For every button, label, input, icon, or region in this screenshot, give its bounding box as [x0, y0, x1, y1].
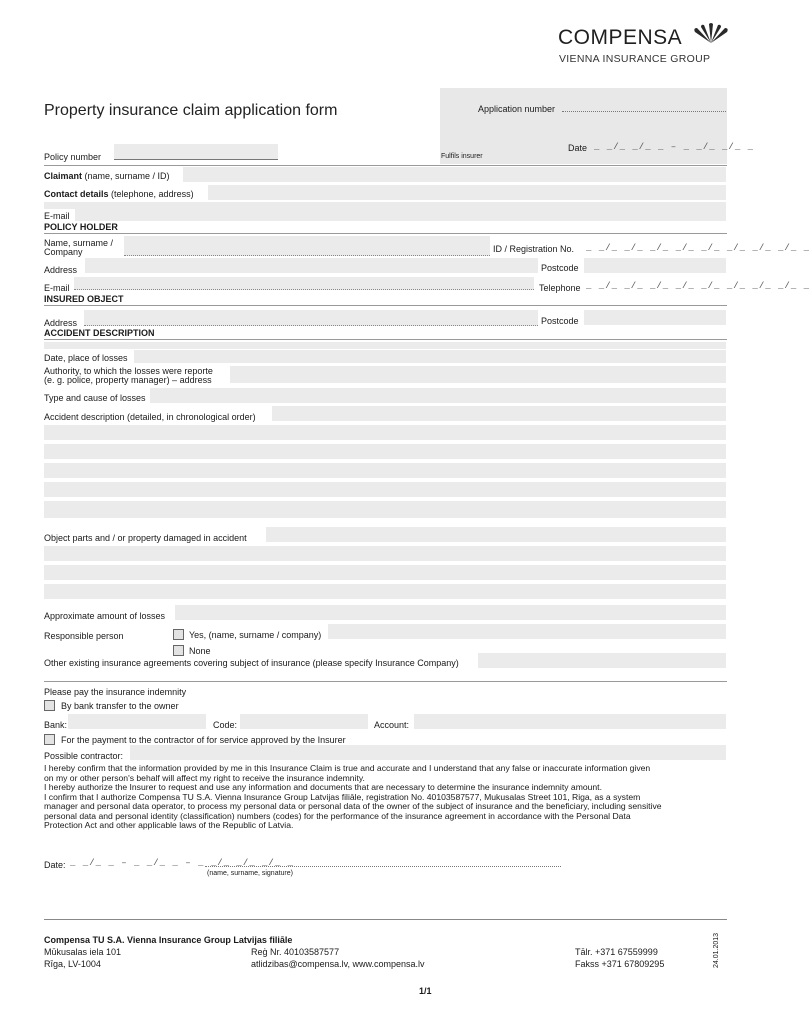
object-postcode-label: Postcode — [541, 316, 579, 326]
claimant-label-rest: (name, surname / ID) — [82, 171, 170, 181]
description-field-3[interactable] — [44, 444, 726, 459]
holder-name-field[interactable] — [124, 236, 490, 256]
signature-date-label: Date: — [44, 860, 66, 870]
separator — [44, 339, 727, 340]
description-field-6[interactable] — [44, 501, 726, 518]
damaged-field-2[interactable] — [44, 546, 726, 561]
responsible-name-field[interactable] — [328, 624, 726, 639]
claimant-label-bold: Claimant — [44, 171, 83, 181]
claimant-email-label: E-mail — [44, 211, 70, 221]
footer-street: Mūkusalas iela 101 — [44, 947, 122, 957]
footer-city: Rīga, LV-1004 — [44, 959, 101, 969]
declaration-line: I hereby confirm that the information provided by me in this Insurance Claim is true and accurate and I understand that any false or inaccurate information given — [44, 763, 651, 773]
other-agreements-label: Other existing insurance agreements covering subject of insurance (please specify Insurance Company) — [44, 658, 459, 668]
holder-address-label: Address — [44, 265, 78, 275]
code-field[interactable] — [240, 714, 368, 729]
amount-field[interactable] — [175, 605, 726, 620]
page-title: Property insurance claim application form — [44, 102, 338, 119]
authority-label-2: (e. g. police, property manager) – address — [44, 375, 212, 385]
policy-number-field[interactable] — [114, 144, 278, 160]
footer-separator — [44, 919, 727, 920]
holder-address-field[interactable] — [85, 258, 538, 273]
object-postcode-field[interactable] — [584, 310, 726, 325]
holder-postcode-label: Postcode — [541, 263, 579, 273]
holder-postcode-field[interactable] — [584, 258, 726, 273]
object-address-label: Address — [44, 318, 78, 328]
footer-phone: Tālr. +371 67559999 — [575, 947, 658, 957]
claimant-field[interactable] — [183, 167, 726, 182]
footer-reg: Reģ Nr. 40103587577 — [251, 947, 340, 957]
code-label: Code: — [213, 720, 238, 730]
brand-name: COMPENSA — [558, 26, 683, 49]
damaged-label: Object parts and / or property damaged in accident — [44, 533, 247, 543]
object-address-field[interactable] — [84, 310, 538, 326]
accident-heading: ACCIDENT DESCRIPTION — [44, 328, 155, 338]
bank-transfer-checkbox[interactable] — [44, 700, 55, 711]
declaration-text — [44, 764, 730, 831]
shell-logo-icon — [692, 23, 730, 45]
account-field[interactable] — [414, 714, 726, 729]
authority-label-1: Authority, to which the losses were reporte — [44, 366, 213, 376]
brand-subtitle: VIENNA INSURANCE GROUP — [559, 53, 711, 65]
footer-fax: Fakss +371 67809295 — [575, 959, 665, 969]
holder-id-field[interactable]: _ _/_ _/_ _/_ _/_ _/_ _/_ _/_ _/_ _ — [586, 243, 810, 253]
amount-label: Approximate amount of losses — [44, 611, 166, 621]
separator — [44, 305, 727, 306]
holder-name-label-2: Company — [44, 247, 83, 257]
holder-id-label: ID / Registration No. — [493, 244, 575, 254]
other-agreements-field[interactable] — [478, 653, 726, 668]
declaration-line: I confirm that I authorize Compensa TU S.A. Vienna Insurance Group Latvijas filiāle, registration No. 40103587577, Mukusalas Street 101, Riga, as a system — [44, 791, 641, 802]
declaration-line: on my or other person's behalf will affect my right to receive the insurance indemnity. — [44, 772, 365, 783]
application-number-label: Application number — [478, 104, 556, 114]
possible-contractor-field[interactable] — [130, 745, 726, 760]
declaration-line: personal data and personal identity (classification) numbers (codes) for the performance of the insurance agreement in accordance with the Personal Data — [44, 810, 631, 821]
contractor-checkbox[interactable] — [44, 734, 55, 745]
payment-intro: Please pay the insurance indemnity — [44, 687, 187, 697]
responsible-none-checkbox[interactable] — [173, 645, 184, 656]
signature-date-field[interactable]: _ _/_ _ – _ _/_ _ – _ _/_ _/_ _/_ _ — [70, 858, 295, 868]
contact-details-label-rest: (telephone, address) — [108, 189, 194, 199]
description-field-1[interactable] — [272, 406, 726, 421]
account-label: Account: — [374, 720, 410, 730]
page-number: 1/1 — [419, 986, 432, 996]
holder-telephone-field[interactable]: _ _/_ _/_ _/_ _/_ _/_ _/_ _/_ _/_ _ — [586, 281, 810, 291]
footer-company: Compensa TU S.A. Vienna Insurance Group Latvijas filiāle — [44, 935, 293, 945]
holder-name-label-1: Name, surname / — [44, 238, 114, 248]
description-field-2[interactable] — [44, 425, 726, 440]
claimant-label — [44, 171, 170, 181]
company-logo — [558, 22, 730, 68]
description-field-5[interactable] — [44, 482, 726, 497]
possible-contractor-label: Possible contractor: — [44, 751, 124, 761]
footer-contact: atlidzibas@compensa.lv, www.compensa.lv — [251, 959, 425, 969]
contact-details-label — [44, 189, 194, 199]
form-version: 24.01.2013 — [713, 932, 720, 968]
type-cause-label: Type and cause of losses — [44, 393, 146, 403]
damaged-field-4[interactable] — [44, 584, 726, 599]
description-label: Accident description (detailed, in chronological order) — [44, 412, 256, 422]
fulfils-insurer-label: Fulfils insurer — [441, 153, 483, 160]
bank-label: Bank: — [44, 720, 68, 730]
authority-field[interactable] — [230, 366, 726, 383]
declaration-line: manager and personal data operator, to process my personal data or personal data of the owner of the subject of insurance and the beneficiary, including sensitive — [44, 801, 662, 811]
insured-object-heading: INSURED OBJECT — [44, 294, 124, 304]
date-place-field[interactable] — [134, 350, 726, 363]
signature-field[interactable] — [205, 866, 561, 867]
separator — [44, 681, 727, 682]
holder-email-label: E-mail — [44, 283, 70, 293]
responsible-yes-label: Yes, (name, surname / company) — [189, 630, 322, 640]
date-place-label: Date, place of losses — [44, 353, 128, 363]
declaration-line: I hereby authorize the Insurer to request and use any information and documents that are necessary to determine the insurance indemnity amount. — [44, 782, 602, 792]
signature-caption: (name, surname, signature) — [207, 870, 293, 877]
description-field-4[interactable] — [44, 463, 726, 478]
damaged-field-1[interactable] — [266, 527, 726, 542]
declaration-line: Protection Act and other applicable laws of the Republic of Latvia. — [44, 820, 294, 830]
contact-details-label-bold: Contact details — [44, 189, 109, 199]
date-field[interactable]: _ _/_ _/_ _ – _ _/_ _/_ _ — [594, 142, 755, 152]
contractor-label: For the payment to the contractor of for service approved by the Insurer — [61, 735, 346, 745]
responsible-yes-checkbox[interactable] — [173, 629, 184, 640]
holder-email-field[interactable] — [74, 277, 534, 290]
claimant-email-field[interactable] — [75, 208, 726, 221]
policy-holder-heading: POLICY HOLDER — [44, 222, 118, 232]
responsible-none-label: None — [189, 646, 211, 656]
bank-field[interactable] — [68, 714, 206, 729]
date-label: Date — [568, 143, 588, 153]
separator — [44, 233, 727, 234]
bank-transfer-label: By bank transfer to the owner — [61, 701, 179, 711]
separator — [44, 165, 727, 166]
responsible-person-label: Responsible person — [44, 631, 124, 641]
contact-details-field[interactable] — [208, 185, 726, 200]
type-cause-field[interactable] — [150, 388, 726, 403]
application-number-field[interactable] — [562, 111, 726, 112]
accident-spacer-field[interactable] — [44, 342, 726, 349]
policy-number-label: Policy number — [44, 152, 102, 162]
damaged-field-3[interactable] — [44, 565, 726, 580]
holder-telephone-label: Telephone — [539, 283, 581, 293]
